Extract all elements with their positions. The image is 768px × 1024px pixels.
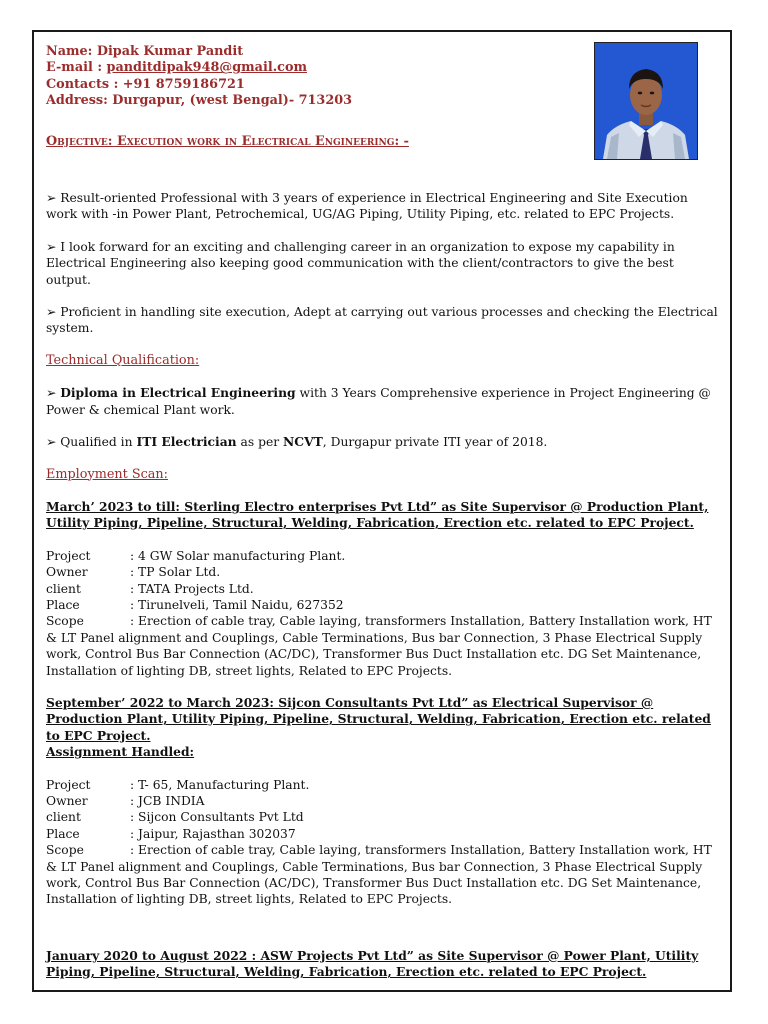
job-1-title: March’ 2023 to till: Sterling Electro enterprises Pvt Ltd” as Site Supervisor @ Production Plant, Utility Piping, Pipeline, Structural, Welding, Fabrication, Erection etc. related to EPC Project. bbox=[46, 498, 709, 531]
place-label: Place bbox=[46, 826, 80, 841]
diploma-line bbox=[46, 385, 722, 418]
scope-label: Scope bbox=[46, 614, 84, 629]
scope-label: Scope bbox=[46, 843, 84, 858]
resume-content bbox=[46, 44, 722, 981]
job-1-scope bbox=[46, 613, 722, 679]
email-line bbox=[46, 60, 722, 76]
job-2-details bbox=[46, 777, 722, 908]
job-1-client bbox=[46, 581, 722, 597]
job-1-place bbox=[46, 597, 722, 613]
iti-prefix: ➢ Qualified in bbox=[46, 435, 137, 450]
project-label: Project bbox=[46, 548, 91, 563]
iti-detail: , Durgapur private ITI year of 2018. bbox=[322, 435, 548, 450]
owner-label: Owner bbox=[46, 794, 88, 808]
address-line: Address: Durgapur, (west Bengal)- 713203 bbox=[46, 93, 353, 109]
objective-title: Objective: Execution work in Electrical Engineering: - bbox=[46, 133, 409, 149]
assignment-handled: Assignment Handled: bbox=[46, 744, 195, 760]
job-2-place bbox=[46, 826, 722, 842]
job-1-details bbox=[46, 548, 722, 679]
job-2-scope bbox=[46, 842, 722, 908]
job-2-client bbox=[46, 809, 722, 825]
objective-point-3: ➢ Proficient in handling site execution, Adept at carrying out various processes and checking the Electrical system. bbox=[46, 305, 718, 336]
employment-title: Employment Scan: bbox=[46, 466, 168, 482]
project-value: : T- 65, Manufacturing Plant. bbox=[130, 777, 310, 792]
job-1-project bbox=[46, 548, 722, 564]
iti-mid: as per bbox=[236, 435, 284, 450]
objective-point-1: ➢ Result-oriented Professional with 3 years of experience in Electrical Engineering and Site Execution work with -in Power Plant, Petrochemical, UG/AG Piping, Utility Piping, etc. related to EPC Projects. bbox=[46, 191, 688, 222]
job-3-title: January 2020 to August 2022 : ASW Projects Pvt Ltd” as Site Supervisor @ Power Plant, Utility Piping, Pipeline, Structural, Welding, Fabrication, Erection etc. related to EPC Project. bbox=[46, 947, 699, 980]
job-2-project bbox=[46, 777, 722, 793]
place-label: Place bbox=[46, 597, 80, 612]
diploma-name: Diploma in Electrical Engineering bbox=[60, 385, 296, 401]
owner-label: Owner bbox=[46, 565, 88, 580]
iti-name: ITI Electrician bbox=[136, 434, 237, 450]
client-value: : Sijcon Consultants Pvt Ltd bbox=[130, 810, 304, 825]
job-1-owner bbox=[46, 564, 722, 580]
iti-line bbox=[46, 434, 722, 450]
project-label: Project bbox=[46, 777, 91, 792]
candidate-name: Name: Dipak Kumar Pandit bbox=[46, 44, 244, 59]
diploma-detail: with 3 Years Comprehensive experience in Project Engineering @ Power & chemical Plant work. bbox=[46, 386, 711, 417]
client-label: client bbox=[46, 810, 81, 825]
project-value: : 4 GW Solar manufacturing Plant. bbox=[130, 548, 346, 563]
scope-value: : Erection of cable tray, Cable laying, transformers Installation, Battery Installation work, HT & LT Panel alignment and Couplings, Cable Terminations, Bus bar Connection, 3 Phase Electrical Supply work, Control Bus Bar Connection (AC/DC), Transformer Bus Duct Installation etc. DG Set Maintenance, Installation of lighting DB, street lights, Related to EPC Projects. bbox=[46, 843, 712, 907]
technical-qualification-title: Technical Qualification: bbox=[46, 352, 200, 368]
job-2-title bbox=[46, 695, 722, 761]
contacts-line: Contacts : +91 8759186721 bbox=[46, 76, 245, 92]
objective-point-2: ➢ I look forward for an exciting and challenging career in an organization to expose my capability in Electrical Engineering also keeping good communication with the client/contractors to give the best output. bbox=[46, 239, 675, 287]
place-value: : Tirunelveli, Tamil Naidu, 627352 bbox=[130, 597, 344, 612]
place-value: : Jaipur, Rajasthan 302037 bbox=[130, 826, 296, 841]
job-2-title-text: September’ 2022 to March 2023: Sijcon Consultants Pvt Ltd” as Electrical Supervisor @ Production Plant, Utility Piping, Pipeline, Structural, Welding, Fabrication, Erection etc. related to EPC Project. bbox=[46, 694, 711, 743]
bullet: ➢ bbox=[46, 386, 61, 401]
owner-value: : JCB INDIA bbox=[130, 794, 205, 808]
client-value: : TATA Projects Ltd. bbox=[130, 581, 254, 596]
ncvt: NCVT bbox=[283, 434, 323, 450]
scope-value: : Erection of cable tray, Cable laying, transformers Installation, Battery Installation work, HT & LT Panel alignment and Couplings, Cable Terminations, Bus bar Connection, 3 Phase Electrical Supply work, Control Bus Bar Connection (AC/DC), Transformer Bus Duct Installation etc. DG Set Maintenance, Installation of lighting DB, street lights, Related to EPC Projects. bbox=[46, 614, 712, 678]
owner-value: : TP Solar Ltd. bbox=[130, 565, 221, 580]
client-label: client bbox=[46, 581, 81, 596]
email-link[interactable]: panditdipak948@gmail.com bbox=[106, 60, 308, 76]
job-2-owner bbox=[46, 793, 722, 809]
email-label: E-mail : bbox=[46, 60, 107, 76]
